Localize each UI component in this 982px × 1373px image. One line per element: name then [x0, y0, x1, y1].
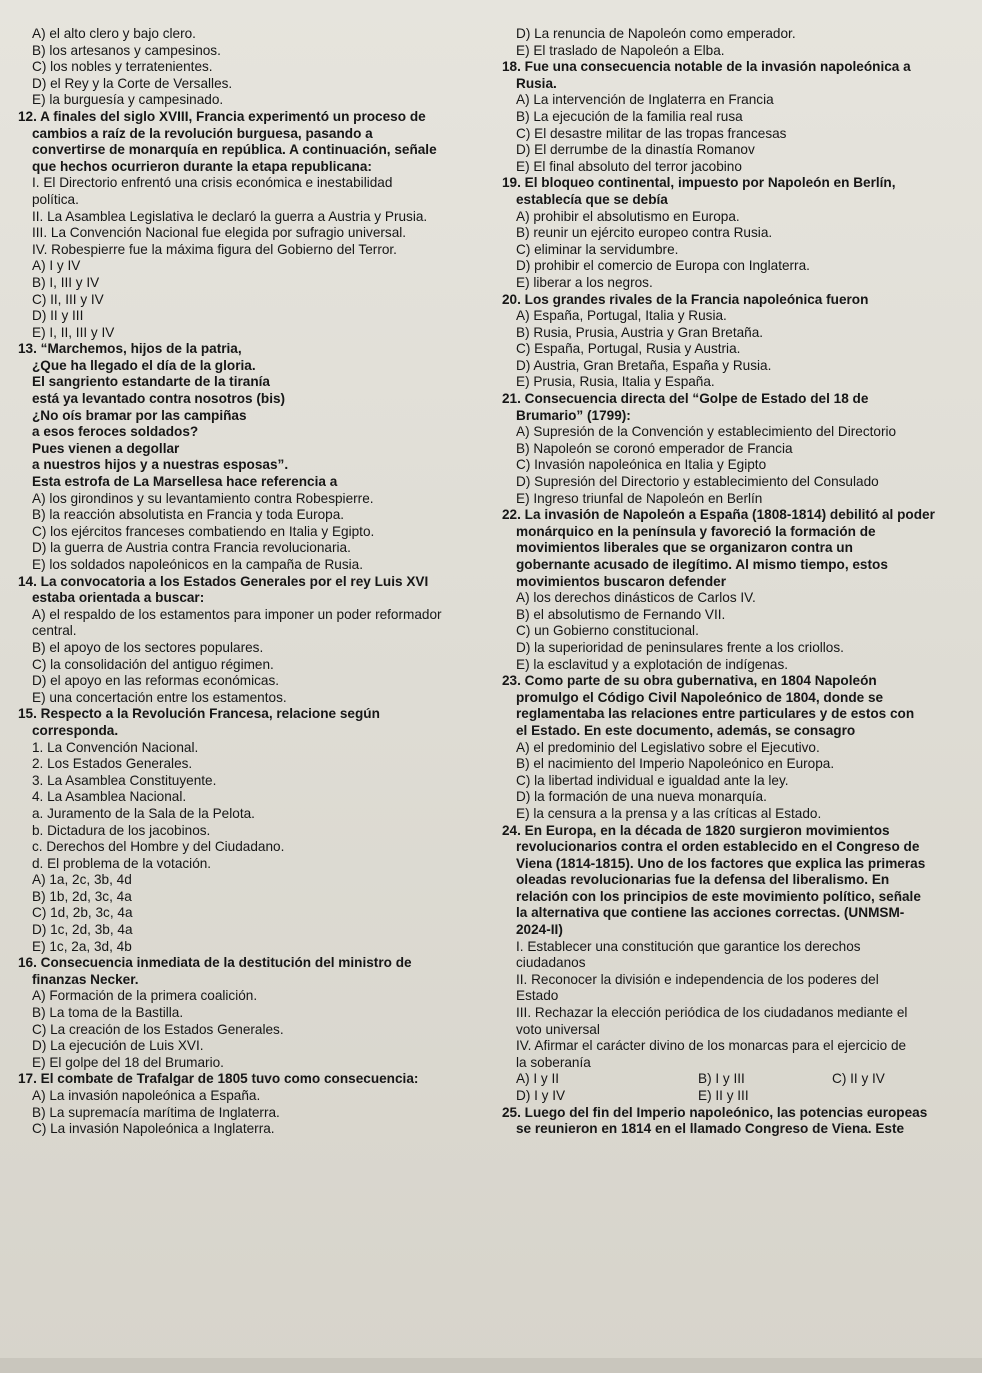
left_column-line: B) la reacción absolutista en Francia y toda Europa. [32, 507, 345, 523]
left_column-line: b. Dictadura de los jacobinos. [32, 822, 211, 838]
right_column-line: 20. Los grandes rivales de la Francia napoleónica fueron [502, 291, 869, 307]
left_column-line: Esta estrofa de La Marsellesa hace referencia a [32, 474, 338, 490]
right_column-line: gobernante acusado de ilegítimo. Al mismo tiempo, estos [516, 557, 888, 572]
left_column-line: E) I, II, III y IV [32, 324, 115, 340]
left_column-line: A) el respaldo de los estamentos para imponer un poder reformador [32, 606, 442, 622]
right_column-line: oleadas revolucionarias fue la defensa del liberalismo. En [516, 872, 890, 888]
page-bottom-edge [0, 1358, 982, 1373]
q24-option-b: B) I y III [698, 1071, 745, 1087]
right_column-line: 23. Como parte de su obra gubernativa, en 1804 Napoleón [502, 673, 877, 689]
right_column-line: E) la censura a la prensa y a las críticas al Estado. [516, 805, 822, 821]
left_column-line: 15. Respecto a la Revolución Francesa, relacione según [18, 706, 380, 722]
left_column-line: finanzas Necker. [32, 971, 139, 987]
right_column-line: D) Austria, Gran Bretaña, España y Rusia. [516, 357, 772, 373]
right_column-line: E) la esclavitud y a explotación de indígenas. [516, 656, 789, 672]
left_column-line: C) La invasión Napoleónica a Inglaterra. [32, 1121, 275, 1137]
right_column-line: revolucionarios contra el orden establecido en el Congreso de [516, 839, 920, 855]
right_column-line: E) liberar a los negros. [516, 274, 653, 290]
right_column-line: D) prohibir el comercio de Europa con Inglaterra. [516, 258, 810, 274]
right_column-line: A) Supresión de la Convención y establecimiento del Directorio [516, 424, 897, 440]
left_column-line: D) la guerra de Austria contra Francia revolucionaria. [32, 540, 351, 556]
left_column-line: A) 1a, 2c, 3b, 4d [32, 872, 132, 888]
left_column-line: D) II y III [32, 308, 84, 324]
left_column-line: II. La Asamblea Legislativa le declaró la guerra a Austria y Prusia. [32, 208, 428, 224]
right_column-line: 21. Consecuencia directa del “Golpe de Estado del 18 de [502, 391, 869, 407]
left_column-line: convertirse de monarquía en república. A continuación, señale [32, 142, 437, 158]
left_column-line: 13. “Marchemos, hijos de la patria, [18, 341, 242, 357]
left_column-line: E) 1c, 2a, 3d, 4b [32, 938, 132, 954]
right_column-line: D) la superioridad de peninsulares frente a los criollos. [516, 639, 844, 655]
right_column-line: C) eliminar la servidumbre. [516, 241, 679, 257]
left_column-line: B) 1b, 2d, 3c, 4a [32, 888, 132, 904]
left_column-line: B) el apoyo de los sectores populares. [32, 639, 264, 655]
left_column-line: a esos feroces soldados? [32, 424, 199, 440]
right_column-line: ciudadanos [516, 955, 586, 971]
right_column-line: establecía que se debía [516, 191, 668, 207]
left_column-line: Pues vienen a degollar [32, 440, 180, 456]
left_column-line: 4. La Asamblea Nacional. [32, 789, 187, 805]
q25-line: se reunieron en 1814 en el llamado Congreso de Viena. Este [516, 1121, 905, 1137]
left-column [18, 26, 488, 1138]
left_column-line: I. El Directorio enfrentó una crisis económica e inestabilidad [32, 175, 393, 191]
left_column-line: D) 1c, 2d, 3b, 4a [32, 922, 133, 938]
right_column-line: E) El final absoluto del terror jacobino [516, 158, 742, 174]
right-column-lines [502, 26, 964, 1071]
left_column-line: C) la consolidación del antiguo régimen. [32, 656, 274, 672]
left_column-line: 2. Los Estados Generales. [32, 756, 193, 772]
right_column-line: la soberanía [516, 1054, 591, 1070]
left_column-line: A) La invasión napoleónica a España. [32, 1088, 261, 1103]
left_column-line: A) el alto clero y bajo clero. [32, 26, 196, 41]
left_column-line: E) la burguesía y campesinado. [32, 92, 224, 108]
left_column-line: 17. El combate de Trafalgar de 1805 tuvo como consecuencia: [18, 1071, 419, 1087]
right_column-line: D) la formación de una nueva monarquía. [516, 789, 767, 805]
right_column-line: B) La ejecución de la familia real rusa [516, 108, 743, 124]
right_column-line: E) El traslado de Napoleón a Elba. [516, 42, 725, 58]
q24-option-e: E) II y III [698, 1088, 749, 1103]
left_column-line: E) El golpe del 18 del Brumario. [32, 1054, 224, 1070]
right_column-line: B) el nacimiento del Imperio Napoleónico en Europa. [516, 756, 835, 772]
left_column-line: corresponda. [32, 722, 119, 738]
question-25 [502, 1105, 964, 1138]
left_column-line: 1. La Convención Nacional. [32, 739, 199, 755]
right_column-line: C) Invasión napoleónica en Italia y Egipto [516, 457, 767, 473]
q24-option-a: A) I y II [516, 1071, 560, 1087]
right_column-line: B) Rusia, Prusia, Austria y Gran Bretaña. [516, 324, 764, 340]
right_column-line: II. Reconocer la división e independencia de los poderes del [516, 971, 879, 987]
right_column-line: el Estado. En este documento, además, se consagro [516, 722, 856, 738]
right_column-line: IV. Afirmar el carácter divino de los monarcas para el ejercicio de [516, 1038, 907, 1054]
left_column-line: D) La ejecución de Luis XVI. [32, 1038, 204, 1054]
right_column-line: D) El derrumbe de la dinastía Romanov [516, 142, 755, 158]
right_column-line: relación con los principios de este movimiento político, señale [516, 888, 921, 904]
left_column-line: IV. Robespierre fue la máxima figura del Gobierno del Terror. [32, 241, 397, 257]
left_column-line: está ya levantado contra nosotros (bis) [32, 391, 286, 407]
right_column-line: Viena (1814-1815). Uno de los factores que explica las primeras [516, 855, 926, 871]
left_column-line: A) I y IV [32, 258, 81, 274]
right_column-line: 18. Fue una consecuencia notable de la invasión napoleónica a [502, 59, 911, 75]
left_column-line: central. [32, 623, 77, 639]
left_column-line: 14. La convocatoria a los Estados Generales por el rey Luis XVI [18, 573, 429, 589]
left_column-line: a. Juramento de la Sala de la Pelota. [32, 805, 255, 821]
left_column-line: B) los artesanos y campesinos. [32, 42, 221, 58]
left_column-line: A) Formación de la primera coalición. [32, 988, 258, 1004]
right_column-line: A) los derechos dinásticos de Carlos IV. [516, 590, 756, 606]
right_column-line: B) el absolutismo de Fernando VII. [516, 606, 726, 622]
left_column-line: B) I, III y IV [32, 274, 100, 290]
right_column-line: E) Ingreso triunfal de Napoleón en Berlín [516, 490, 763, 506]
right_column-line: la alternativa que contiene las acciones correctas. (UNMSM- [516, 905, 905, 921]
left_column-line: política. [32, 191, 79, 207]
left_column-line: 12. A finales del siglo XVIII, Francia experimentó un proceso de [18, 108, 426, 124]
left_column-line: ¿No oís bramar por las campiñas [32, 407, 247, 423]
left_column-line: III. La Convención Nacional fue elegida por sufragio universal. [32, 225, 407, 241]
left_column-line: 3. La Asamblea Constituyente. [32, 772, 217, 788]
left_column-line: d. El problema de la votación. [32, 855, 212, 871]
right_column-line: 2024-II) [516, 922, 563, 938]
right_column-line: A) España, Portugal, Italia y Rusia. [516, 308, 727, 324]
left_column-line: c. Derechos del Hombre y del Ciudadano. [32, 839, 285, 855]
right_column-line: reglamentaba las relaciones entre particulares y de estos con [516, 706, 915, 722]
right_column-line: 19. El bloqueo continental, impuesto por Napoleón en Berlín, [502, 175, 896, 191]
right_column-line: Estado [516, 988, 559, 1004]
left_column-line: que hechos ocurrieron durante la etapa republicana: [32, 158, 372, 174]
left_column-line: 16. Consecuencia inmediata de la destitución del ministro de [18, 955, 412, 971]
left_column-line: D) el Rey y la Corte de Versalles. [32, 75, 233, 91]
left_column-line: ¿Que ha llegado el día de la gloria. [32, 357, 256, 373]
right_column-line: A) prohibir el absolutismo en Europa. [516, 208, 740, 224]
left_column-line: C) La creación de los Estados Generales. [32, 1021, 284, 1037]
left_column-line: El sangriento estandarte de la tiranía [32, 374, 270, 390]
right_column-line: movimientos liberales que se organizaron contra un [516, 540, 853, 556]
left_column-line: C) los nobles y terratenientes. [32, 59, 213, 75]
right_column-line: E) Prusia, Rusia, Italia y España. [516, 374, 715, 390]
right_column-line: movimientos buscaron defender [516, 573, 726, 589]
right_column-line: B) reunir un ejército europeo contra Rusia. [516, 225, 773, 241]
left_column-line: C) II, III y IV [32, 291, 104, 307]
right_column-line: monárquico en la península y favoreció la formación de [516, 523, 876, 539]
right_column-line: I. Establecer una constitución que garantice los derechos [516, 938, 861, 954]
q24-option-d: D) I y IV [516, 1088, 566, 1103]
left_column-line: cambios a raíz de la revolución burguesa, pasando a [32, 125, 373, 141]
left_column-line: B) La toma de la Bastilla. [32, 1005, 184, 1021]
q24-option-c: C) II y IV [832, 1071, 885, 1087]
right_column-line: A) el predominio del Legislativo sobre el Ejecutivo. [516, 739, 820, 755]
right_column-line: C) España, Portugal, Rusia y Austria. [516, 341, 741, 357]
left_column-line: C) 1d, 2b, 3c, 4a [32, 905, 133, 921]
right_column-line: D) La renuncia de Napoleón como emperador. [516, 26, 796, 41]
right-column [502, 26, 964, 1138]
left_column-line: B) La supremacía marítima de Inglaterra. [32, 1104, 280, 1120]
left_column-line: E) una concertación entre los estamentos. [32, 689, 287, 705]
right_column-line: A) La intervención de Inglaterra en Francia [516, 92, 774, 108]
left_column-line: E) los soldados napoleónicos en la campaña de Rusia. [32, 557, 363, 572]
left_column-line: D) el apoyo en las reformas económicas. [32, 673, 280, 689]
left_column-line: A) los girondinos y su levantamiento contra Robespierre. [32, 490, 374, 506]
right_column-line: III. Rechazar la elección periódica de los ciudadanos mediante el [516, 1005, 908, 1021]
right_column-line: C) la libertad individual e igualdad ante la ley. [516, 772, 789, 788]
right_column-line: D) Supresión del Directorio y establecimiento del Consulado [516, 474, 879, 490]
right_column-line: B) Napoleón se coronó emperador de Francia [516, 440, 793, 456]
right_column-line: promulgo el Código Civil Napoleónico de 1804, donde se [516, 689, 884, 705]
right_column-line: 24. En Europa, en la década de 1820 surgieron movimientos [502, 822, 890, 838]
left_column-line: estaba orientada a buscar: [32, 590, 205, 606]
right_column-line: 22. La invasión de Napoleón a España (1808-1814) debilitó al poder [502, 507, 935, 523]
q24-options-row-1 [502, 1071, 964, 1088]
left_column-line: a nuestros hijos y a nuestras esposas”. [32, 457, 289, 473]
q25-line: 25. Luego del fin del Imperio napoleónico, las potencias europeas [502, 1104, 928, 1120]
right_column-line: C) un Gobierno constitucional. [516, 623, 699, 639]
right_column-line: Brumario” (1799): [516, 407, 631, 423]
q24-options-row-2 [502, 1088, 964, 1105]
left_column-line: C) los ejércitos franceses combatiendo en Italia y Egipto. [32, 523, 375, 539]
right_column-line: C) El desastre militar de las tropas francesas [516, 125, 787, 141]
right_column-line: voto universal [516, 1021, 600, 1037]
right_column-line: Rusia. [516, 75, 557, 91]
